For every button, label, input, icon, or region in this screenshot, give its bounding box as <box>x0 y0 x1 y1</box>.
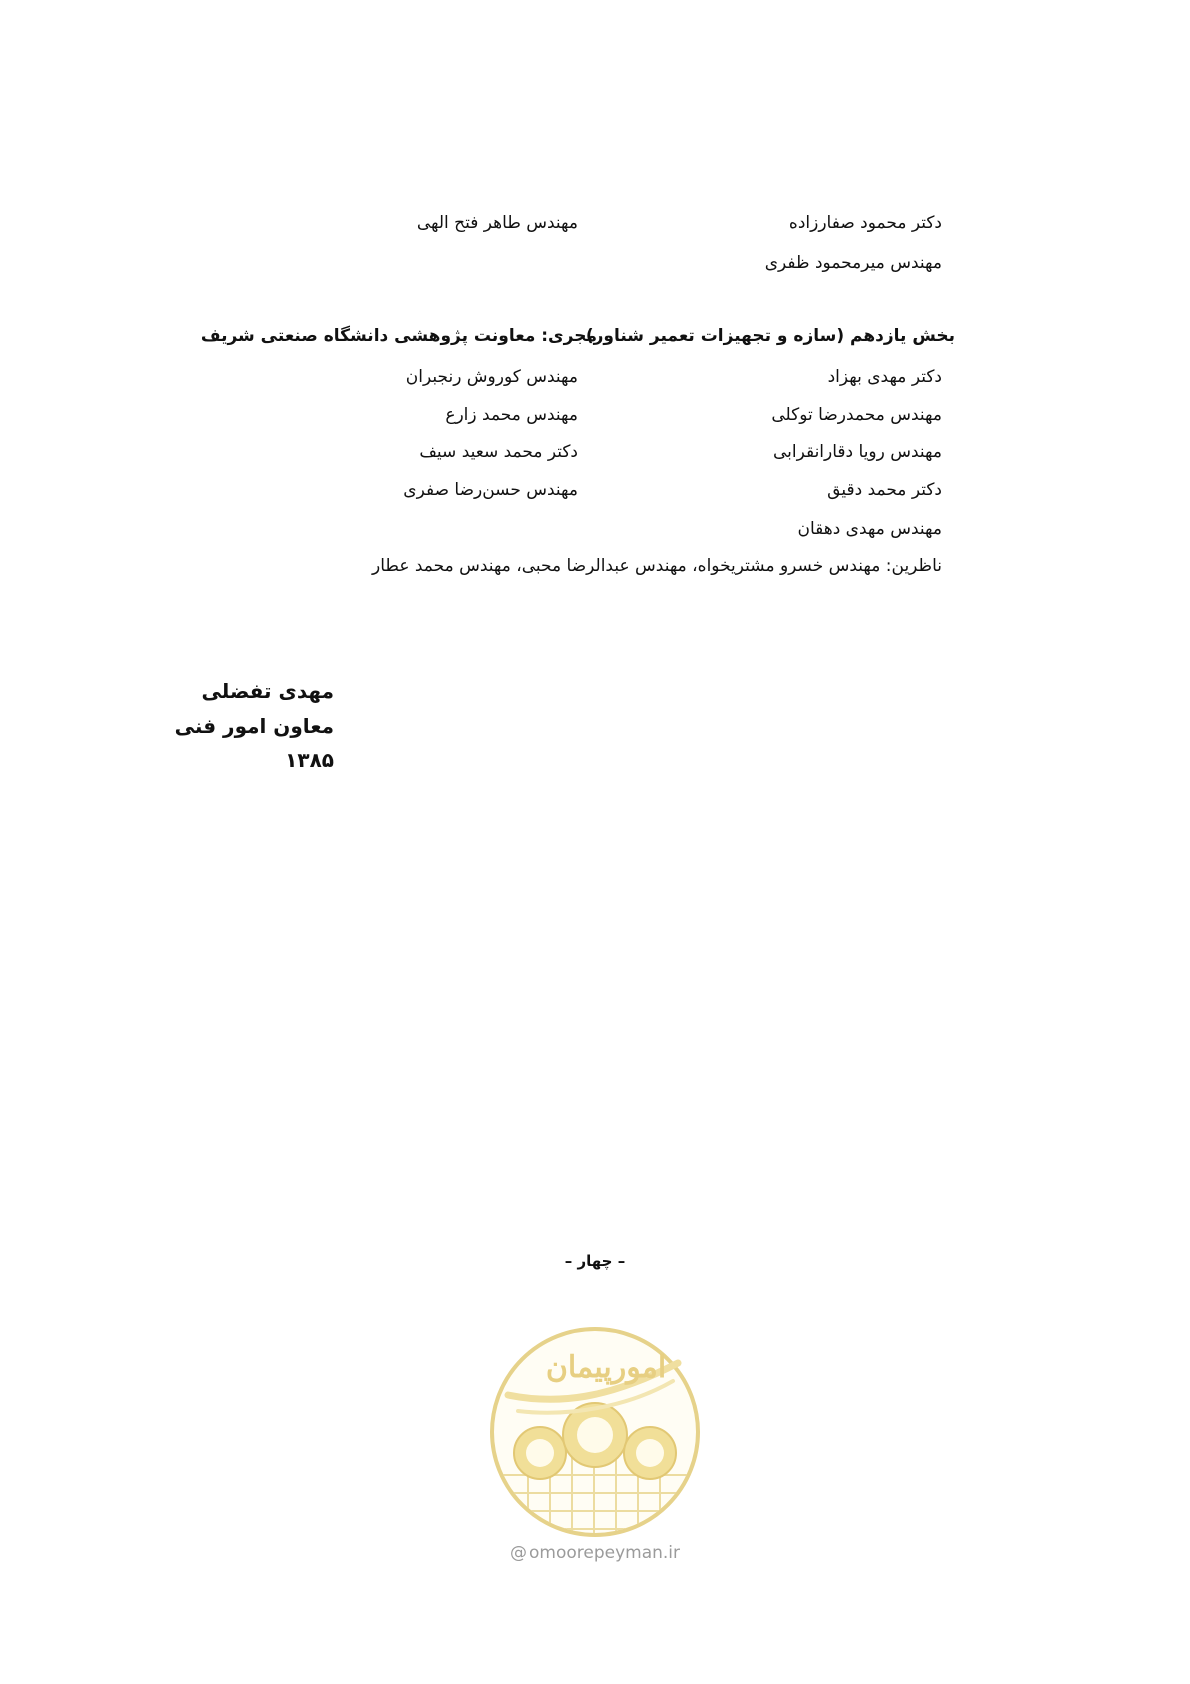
page-number: – چهار – <box>564 1252 626 1270</box>
watermark-url: @ omoorepeyman.ir <box>509 1543 681 1563</box>
watermark-logo-text: امورپیمان <box>545 1350 667 1385</box>
signature-name: مهدی تفضلی <box>201 679 334 703</box>
person-name: دکتر محمد دقیق <box>827 480 942 500</box>
person-name: مهندس محمد زارع <box>445 405 578 425</box>
supervisors-line: ناظرین: مهندس خسرو مشتریخواه، مهندس عبدالرضا محبی، مهندس محمد عطار <box>371 556 942 576</box>
person-name: مهندس حسن‌رضا صفری <box>403 480 578 500</box>
person-name: دکتر محمود صفارزاده <box>788 213 942 233</box>
executor-heading: مجری: معاونت پژوهشی دانشگاه صنعتی شریف <box>200 326 597 346</box>
person-name: مهندس میرمحمود ظفری <box>764 253 942 273</box>
person-name: مهندس مهدی دهقان <box>797 519 942 539</box>
person-name: دکتر محمد سعید سیف <box>419 442 578 462</box>
at-sign-icon: @ <box>509 1543 527 1563</box>
person-name: مهندس کوروش رنجبران <box>405 367 578 387</box>
person-name: مهندس رویا دقارانقرابی <box>772 442 942 462</box>
section-heading: بخش یازدهم (سازه و تجهیزات تعمیر شناور) <box>585 326 955 346</box>
person-name: دکتر مهدی بهزاد <box>827 367 942 387</box>
signature-year: ۱۳۸۵ <box>285 748 334 772</box>
person-name: مهندس طاهر فتح الهی <box>416 213 578 233</box>
watermark-logo <box>488 1325 702 1539</box>
person-name: مهندس محمدرضا توکلی <box>771 405 942 425</box>
signature-role: معاون امور فنی <box>174 714 334 738</box>
